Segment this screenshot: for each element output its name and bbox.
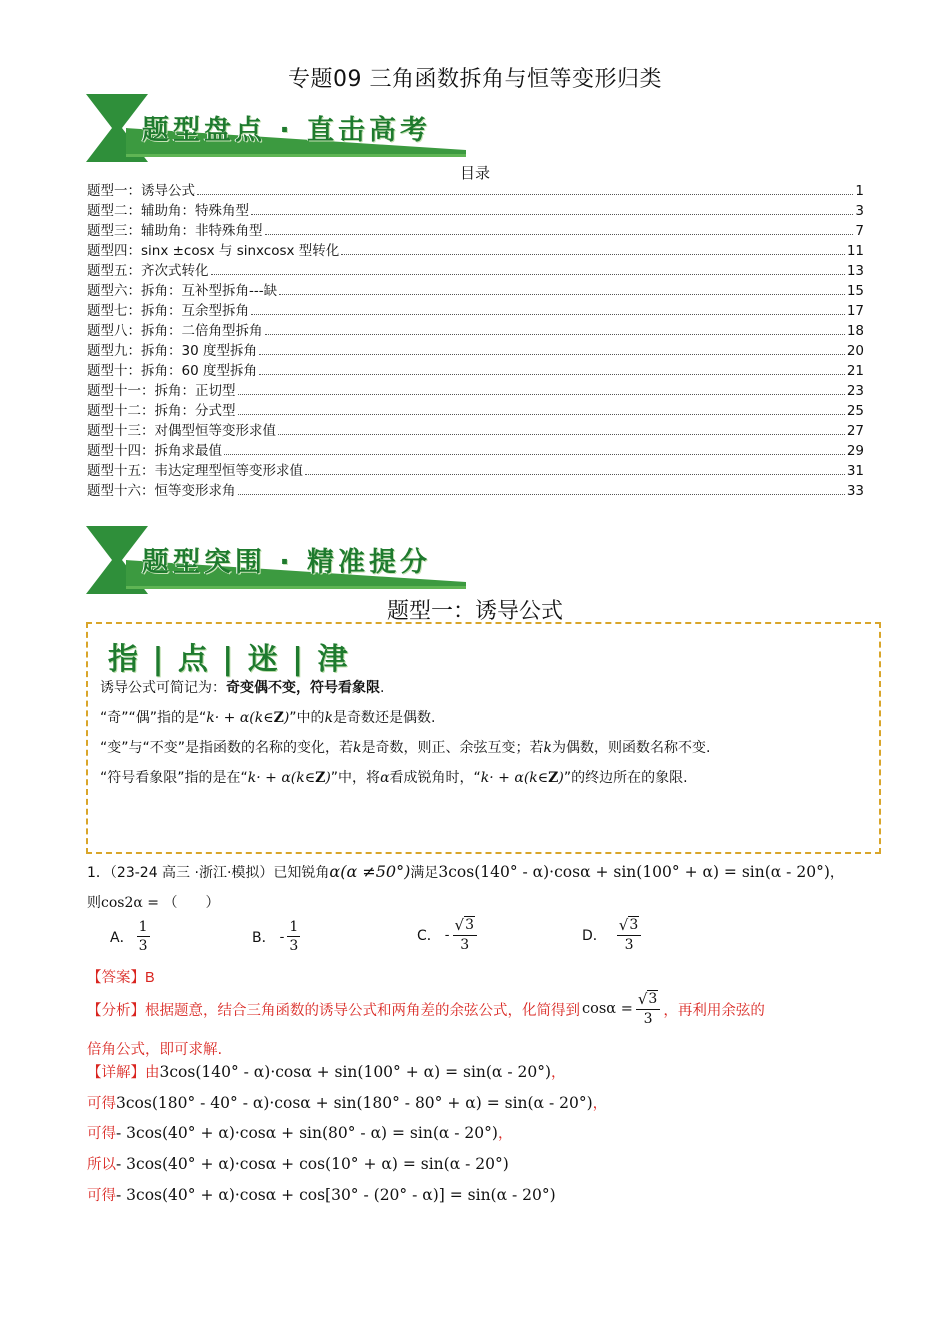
toc-entry[interactable] xyxy=(87,221,864,241)
detail-step: 可得3cos(180° - 40° - α)·cosα + sin(180° - 80° + α) = sin(α - 20°)， xyxy=(87,1094,608,1112)
option-b-fraction: $\frac{1}{3}$ xyxy=(289,919,299,954)
toc-entry-label: 题型六：拆角：互补型拆角---缺 xyxy=(87,283,278,299)
detail-step: 所以- 3cos(40° + α)·cosα + cos(10° + α) = sin(α - 20°) xyxy=(87,1155,509,1173)
option-d-fraction: √ 3 3 xyxy=(617,916,641,954)
document-title: 专题09 三角函数拆角与恒等变形归类 xyxy=(288,67,662,92)
toc-entry-label: 题型七：拆角：互余型拆角 xyxy=(87,303,249,319)
detail-step: 【详解】由3cos(140° - α)·cosα + sin(100° + α) = sin(α - 20°)， xyxy=(87,1063,566,1081)
toc-leader-dots xyxy=(211,274,845,275)
section-title: 题型一：诱导公式 xyxy=(386,599,563,624)
detail-expression: - 3cos(40° + α)·cosα + cos[30° - (20° - α)] = sin(α - 20°) xyxy=(116,1186,556,1204)
toc-leader-dots xyxy=(265,234,854,235)
toc-leader-dots xyxy=(238,414,845,415)
toc-leader-dots xyxy=(265,334,845,335)
toc-entry[interactable] xyxy=(87,421,864,441)
toc-entry-page: 29 xyxy=(846,443,864,459)
toc-entry-label: 题型一：诱导公式 xyxy=(87,183,195,199)
detail-expression: - 3cos(40° + α)·cosα + cos(10° + α) = sin(α - 20°) xyxy=(116,1155,509,1173)
detail-step: 可得- 3cos(40° + α)·cosα + sin(80° - α) = sin(α - 20°)， xyxy=(87,1124,513,1142)
toc-leader-dots xyxy=(278,434,845,435)
sqrt-icon: √ 3 xyxy=(618,916,639,934)
question-condition: 3cos(140° - α)·cosα + sin(100° + α) = sin(α - 20°) xyxy=(438,863,830,881)
toc-entry-page: 21 xyxy=(846,363,864,379)
toc-leader-dots xyxy=(224,454,845,455)
toc-entry-page: 31 xyxy=(846,463,864,479)
toc-entry[interactable] xyxy=(87,301,864,321)
answer-line: 【答案】B xyxy=(87,970,155,986)
toc-entry-page: 20 xyxy=(846,343,864,359)
option-d[interactable]: D． √ 3 3 xyxy=(582,916,644,954)
section-banner-overview xyxy=(86,94,466,162)
toc-leader-dots xyxy=(251,214,853,215)
analysis-line-2: 倍角公式，即可求解. xyxy=(87,1042,223,1058)
toc-heading: 目录 xyxy=(459,164,490,182)
toc-leader-dots xyxy=(259,354,845,355)
option-c[interactable]: C． - √ 3 3 xyxy=(417,916,480,954)
toc-entry-label: 题型十：拆角：60 度型拆角 xyxy=(87,363,257,379)
answer-value: B xyxy=(145,970,155,986)
banner-title: 题型突围 · 精准提分 xyxy=(142,547,432,578)
toc-entry-label: 题型十五：韦达定理型恒等变形求值 xyxy=(87,463,303,479)
analysis-line-1: 【分析】 根据题意，结合三角函数的诱导公式和两角差的余弦公式，化简得到 cosα = √ 3 3 ，再利用余弦的 xyxy=(87,990,765,1027)
option-a[interactable]: A． $\frac{1}{3}$ xyxy=(110,919,148,954)
toc-entry-page: 3 xyxy=(855,203,864,219)
toc-entry-page: 25 xyxy=(846,403,864,419)
toc-entry-page: 7 xyxy=(855,223,864,239)
toc-entry[interactable] xyxy=(87,321,864,341)
toc-entry-label: 题型三：辅助角：非特殊角型 xyxy=(87,223,263,239)
toc-entry-page: 17 xyxy=(846,303,864,319)
section-banner-practice xyxy=(86,526,466,594)
option-a-fraction: $\frac{1}{3}$ xyxy=(138,919,148,954)
toc-entry-page: 1 xyxy=(855,183,864,199)
toc-entry-label: 题型十六：恒等变形求角 xyxy=(87,483,236,499)
toc-entry-page: 23 xyxy=(846,383,864,399)
toc-entry[interactable] xyxy=(87,241,864,261)
detail-step: 可得- 3cos(40° + α)·cosα + cos[30° - (20° - α)] = sin(α - 20°) xyxy=(87,1186,556,1204)
toc-leader-dots xyxy=(238,494,845,495)
tip-box xyxy=(86,622,881,854)
tip-line-3: “变”与“不变”是指函数的名称的变化，若k是奇数，则正、余弦互变；若k为偶数，则函数名称不变. xyxy=(100,740,711,756)
toc-entry-page: 18 xyxy=(846,323,864,339)
toc-leader-dots xyxy=(305,474,845,475)
tip-mnemonic: 奇变偶不变，符号看象限 xyxy=(226,680,380,696)
sqrt-icon: √ 3 xyxy=(637,990,658,1008)
tip-heading: 指 | 点 | 迷 | 津 xyxy=(108,642,350,677)
toc-entry-page: 11 xyxy=(846,243,864,259)
toc-entry[interactable] xyxy=(87,181,864,201)
toc-leader-dots xyxy=(197,194,853,195)
table-of-contents xyxy=(87,181,864,501)
detail-expression: 3cos(140° - α)·cosα + sin(100° + α) = sin(α - 20°) xyxy=(159,1063,552,1081)
toc-leader-dots xyxy=(238,394,845,395)
toc-entry[interactable] xyxy=(87,341,864,361)
question-stem: 1．（23-24 高三 ·浙江·模拟）已知锐角α(α ≠50°)满足3cos(140° - α)·cosα + sin(100° + α) = sin(α - 20°)， xyxy=(87,862,844,881)
tip-line-4: “符号看象限”指的是在“k· + α(k∈Z)”中，将α看成锐角时，“k· + α(k∈Z)”的终边所在的象限. xyxy=(100,770,688,786)
toc-entry-label: 题型十三：对偶型恒等变形求值 xyxy=(87,423,276,439)
detail-expression: 3cos(180° - 40° - α)·cosα + sin(180° - 80° + α) = sin(α - 20°) xyxy=(116,1094,593,1112)
banner-title: 题型盘点 · 直击高考 xyxy=(142,115,432,146)
toc-entry-label: 题型九：拆角：30 度型拆角 xyxy=(87,343,257,359)
toc-entry-page: 15 xyxy=(846,283,864,299)
toc-entry[interactable] xyxy=(87,261,864,281)
question-number: 1． xyxy=(87,865,110,881)
toc-leader-dots xyxy=(259,374,845,375)
toc-leader-dots xyxy=(251,314,845,315)
question-ask: 则cos2α = （ ） xyxy=(87,895,220,911)
toc-entry-label: 题型五：齐次式转化 xyxy=(87,263,209,279)
option-b[interactable]: B． - $\frac{1}{3}$ xyxy=(252,919,299,954)
toc-entry[interactable] xyxy=(87,281,864,301)
detail-expression: - 3cos(40° + α)·cosα + sin(80° - α) = sin(α - 20°) xyxy=(116,1124,498,1142)
toc-entry-label: 题型十四：拆角求最值 xyxy=(87,443,222,459)
toc-entry-page: 33 xyxy=(846,483,864,499)
toc-entry-page: 27 xyxy=(846,423,864,439)
sqrt-icon: √ 3 xyxy=(454,916,474,934)
toc-entry-label: 题型十一：拆角：正切型 xyxy=(87,383,236,399)
toc-leader-dots xyxy=(341,254,845,255)
toc-leader-dots xyxy=(279,294,845,295)
toc-entry[interactable] xyxy=(87,461,864,481)
tip-line-2: “奇”“偶”指的是“k· + α(k∈Z)”中的k是奇数还是偶数. xyxy=(100,710,436,726)
toc-entry[interactable] xyxy=(87,481,864,501)
toc-entry[interactable] xyxy=(87,441,864,461)
toc-entry-label: 题型二：辅助角：特殊角型 xyxy=(87,203,249,219)
tip-line-1: 诱导公式可简记为：奇变偶不变，符号看象限. xyxy=(100,680,385,696)
detail-label: 【详解】 xyxy=(87,1065,145,1081)
question-angle: α(α ≠50°) xyxy=(329,862,411,881)
option-c-fraction: √ 3 3 xyxy=(453,916,477,954)
toc-entry-label: 题型八：拆角：二倍角型拆角 xyxy=(87,323,263,339)
analysis-fraction: √ 3 3 xyxy=(636,990,660,1028)
toc-entry[interactable] xyxy=(87,201,864,221)
toc-entry-label: 题型四：sinx ±cosx 与 sinxcosx 型转化 xyxy=(87,243,340,259)
toc-entry-page: 13 xyxy=(846,263,864,279)
toc-entry[interactable] xyxy=(87,401,864,421)
toc-entry[interactable] xyxy=(87,381,864,401)
toc-entry[interactable] xyxy=(87,361,864,381)
toc-entry-label: 题型十二：拆角：分式型 xyxy=(87,403,236,419)
